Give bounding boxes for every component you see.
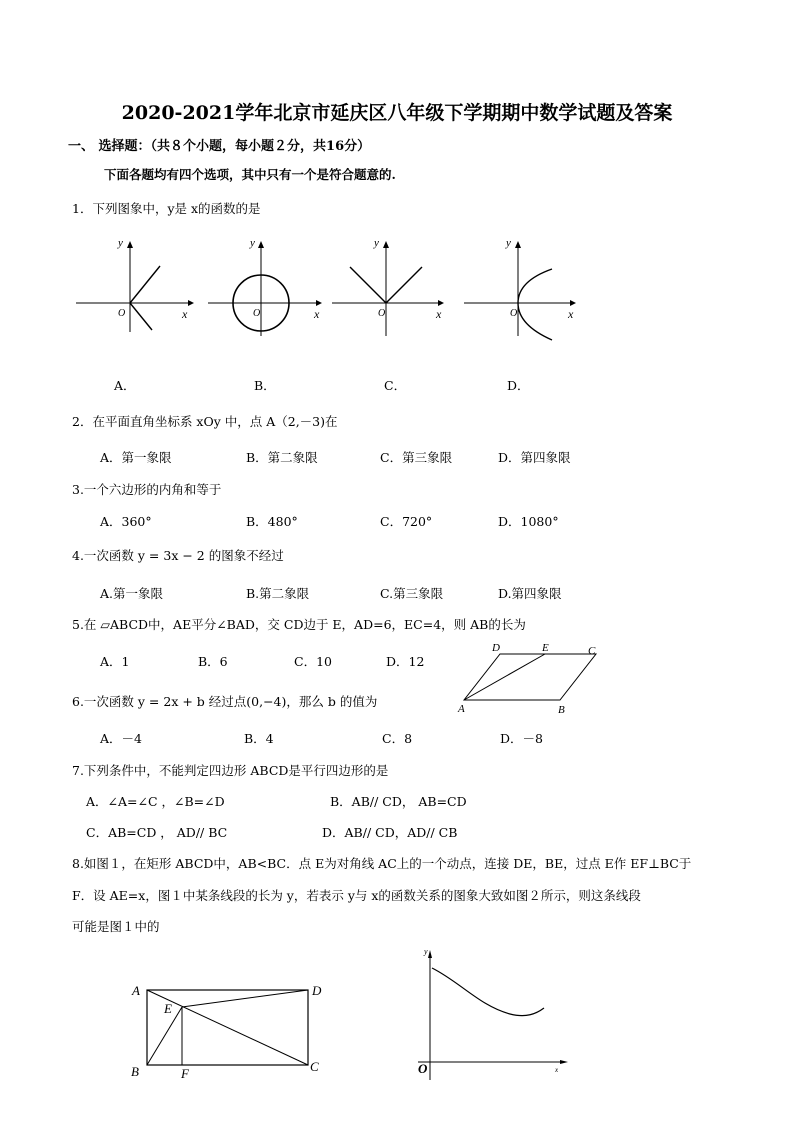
vertex-c-label: C (310, 1059, 319, 1074)
q5-option-b: B．6 (198, 654, 228, 669)
q1-option-c: C． (384, 378, 407, 393)
vertex-b-label: B (558, 704, 565, 716)
q7-option-b: B．AB// CD， AB=CD (330, 794, 467, 809)
question-7-stem: 7.下列条件中，不能判定四边形 ABCD是平行四边形的是 (72, 763, 389, 778)
question-1-stem: 1．下列图象中，y是 x的函数的是 (72, 201, 261, 216)
question-8-line-2: F．设 AE=x，图１中某条线段的长为 y，若表示 y与 x的函数关系的图象大致如图２所示，则这条线段 (72, 888, 641, 903)
x-axis-label: x (555, 1066, 559, 1074)
section-heading: 一、 选择题：（共８个小题，每小题２分，共16分） (68, 139, 371, 154)
q1-graph-b (208, 236, 328, 336)
q8-figure-1-rectangle (126, 976, 336, 1086)
y-axis-label: y (374, 237, 379, 249)
origin-label: O (253, 308, 261, 319)
section-note: 下面各题均有四个选项，其中只有一个是符合题意的. (104, 167, 396, 182)
q1-graph-d (464, 236, 584, 336)
q1-option-a: A． (114, 378, 136, 393)
q2-option-d: D．第四象限 (498, 450, 571, 465)
q6-option-d: D．－8 (500, 731, 543, 746)
q1-graph-c (332, 236, 452, 336)
q4-option-d: D.第四象限 (498, 586, 562, 601)
question-5-stem: 5.在 ▱ABCD中，AE平分∠BAD，交 CD边于 E，AD=6，EC=4，则 AB的长为 (72, 617, 526, 632)
y-axis-label: y (118, 237, 123, 249)
q1-graph-a (76, 236, 196, 336)
q5-parallelogram-figure (452, 640, 612, 720)
vertex-a-label: A (458, 703, 465, 715)
q5-option-a: A．1 (100, 654, 130, 669)
q4-option-b: B.第二象限 (246, 586, 310, 601)
q7-option-d: D．AB// CD，AD// CB (322, 825, 458, 840)
question-6-stem: 6.一次函数 y = 2x + b 经过点(0,−4)，那么 b 的值为 (72, 694, 378, 709)
origin-label: O (510, 308, 518, 319)
q1-option-b: B． (254, 378, 276, 393)
q5-option-d: D．12 (386, 654, 425, 669)
q6-option-c: C．8 (382, 731, 413, 746)
q7-option-a: A．∠A=∠C ，∠B=∠D (86, 794, 225, 809)
y-axis-label: y (424, 947, 428, 956)
q5-option-c: C．10 (294, 654, 332, 669)
question-8-line-3: 可能是图１中的 (72, 919, 160, 934)
vertex-c-label: C (588, 645, 596, 657)
q2-option-c: C．第三象限 (380, 450, 453, 465)
page-title: 2020-2021学年北京市延庆区八年级下学期期中数学试题及答案 (121, 102, 673, 124)
q7-option-c: C．AB=CD ， AD// BC (86, 825, 228, 840)
point-f-label: F (181, 1066, 189, 1081)
q8-figure-2-graph (410, 942, 580, 1082)
q2-option-a: A．第一象限 (100, 450, 172, 465)
q6-option-b: B．4 (244, 731, 274, 746)
x-axis-label: x (314, 307, 320, 321)
q3-option-d: D．1080° (498, 514, 559, 529)
point-e-label: E (542, 642, 549, 654)
q2-option-b: B．第二象限 (246, 450, 318, 465)
q3-option-b: B．480° (246, 514, 298, 529)
point-e-label: E (164, 1001, 172, 1016)
question-4-stem: 4.一次函数 y = 3x − 2 的图象不经过 (72, 548, 284, 563)
y-axis-label: y (506, 237, 511, 249)
q4-option-c: C.第三象限 (380, 586, 444, 601)
question-3-stem: 3.一个六边形的内角和等于 (72, 482, 222, 497)
x-axis-label: x (568, 307, 574, 321)
q3-option-a: A．360° (100, 514, 152, 529)
x-axis-label: x (436, 307, 442, 321)
origin-label: O (378, 308, 386, 319)
question-8-line-1: 8.如图１，在矩形 ABCD中，AB<BC．点 E为对角线 AC上的一个动点，连接 DE，BE，过点 E作 EF⊥BC于 (72, 856, 692, 871)
vertex-a-label: A (132, 983, 140, 998)
q4-option-a: A.第一象限 (100, 586, 164, 601)
q3-option-c: C．720° (380, 514, 433, 529)
y-axis-label: y (250, 237, 255, 249)
q1-option-d: D． (507, 378, 530, 393)
origin-label: O (418, 1061, 428, 1076)
vertex-d-label: D (492, 642, 500, 654)
x-axis-label: x (182, 307, 188, 321)
origin-label: O (118, 308, 126, 319)
q6-option-a: A．－4 (100, 731, 142, 746)
vertex-b-label: B (131, 1064, 139, 1079)
vertex-d-label: D (312, 983, 322, 998)
question-2-stem: 2．在平面直角坐标系 xOy 中，点 A（2,－3)在 (72, 414, 338, 429)
